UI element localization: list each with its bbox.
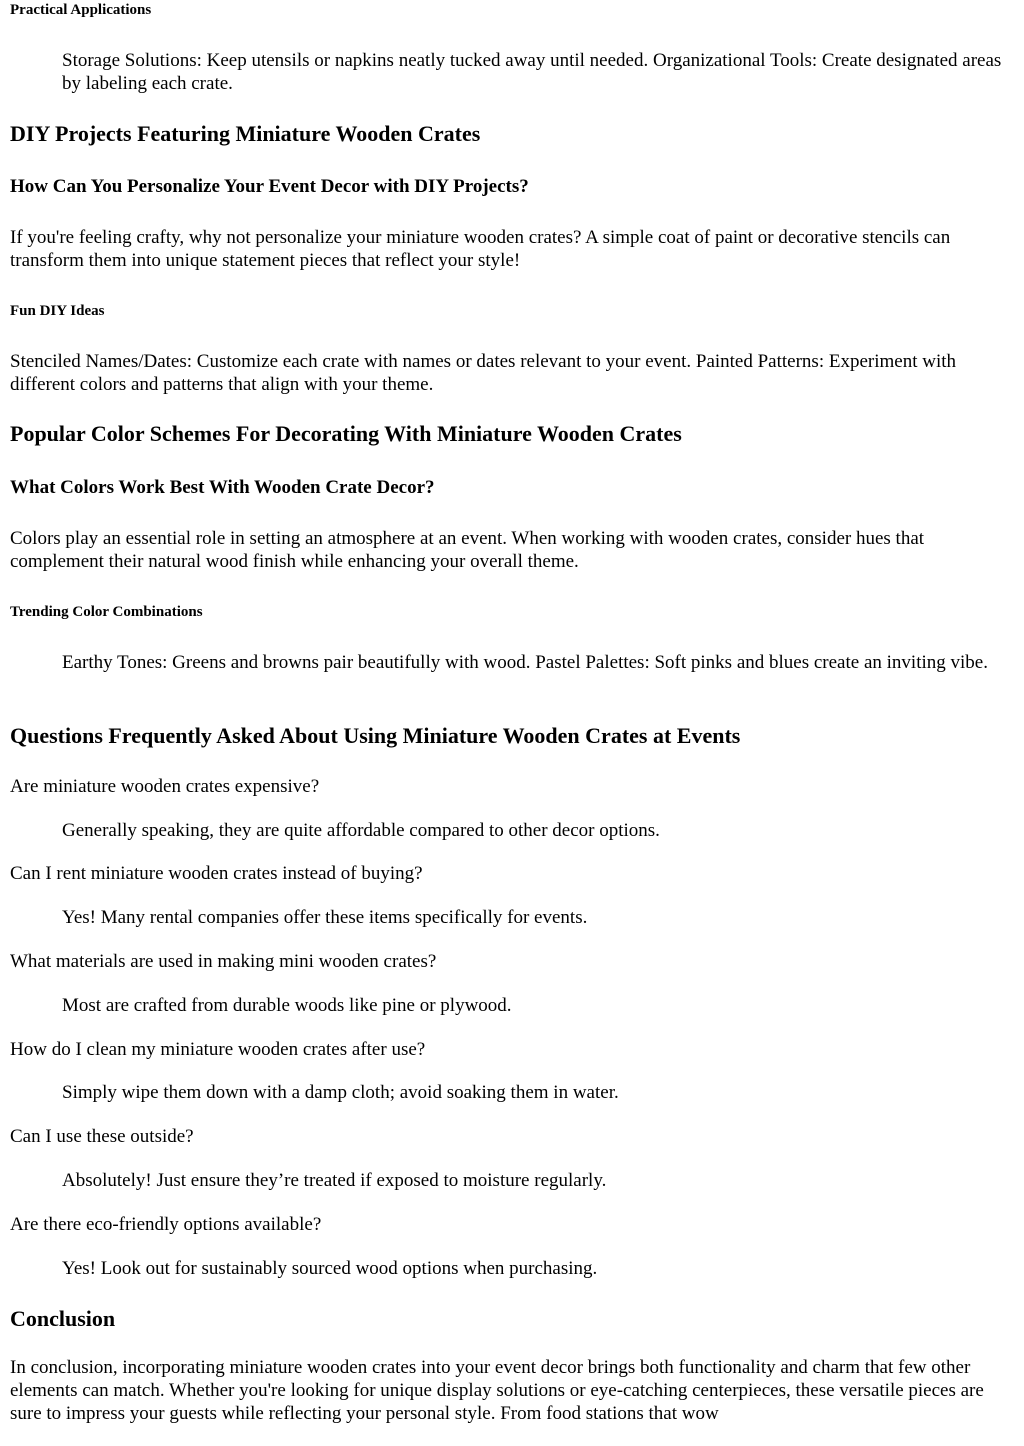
faq-answer: Generally speaking, they are quite affordable compared to other decor options. (62, 820, 660, 841)
diy-intro-paragraph: If you're feeling crafty, why not personalize your miniature wooden crates? A simple coat of paint or decorative stencils can transform them into unique statement pieces that reflect your style! (10, 227, 951, 271)
fun-diy-ideas-heading: Fun DIY Ideas (10, 303, 105, 319)
faq-answer: Simply wipe them down with a damp cloth; avoid soaking them in water. (62, 1082, 619, 1103)
faq-question: Are miniature wooden crates expensive? (10, 776, 320, 797)
faq-answer: Yes! Look out for sustainably sourced wood options when purchasing. (62, 1258, 598, 1279)
practical-applications-text: Storage Solutions: Keep utensils or napkins neatly tucked away until needed. Organizational Tools: Create designated areas by labeling each crate. (62, 50, 1002, 94)
color-schemes-heading: Popular Color Schemes For Decorating With Miniature Wooden Crates (10, 421, 682, 446)
trending-combinations-heading: Trending Color Combinations (10, 604, 203, 620)
faq-question: How do I clean my miniature wooden crates after use? (10, 1039, 426, 1060)
trending-combinations-text: Earthy Tones: Greens and browns pair beautifully with wood. Pastel Palettes: Soft pinks and blues create an inviting vibe. (62, 652, 988, 673)
faq-question: Can I use these outside? (10, 1126, 194, 1147)
practical-applications-heading: Practical Applications (10, 2, 152, 18)
personalize-decor-subheading: How Can You Personalize Your Event Decor with DIY Projects? (10, 176, 529, 197)
faq-answer: Most are crafted from durable woods like pine or plywood. (62, 995, 512, 1016)
faq-answer: Absolutely! Just ensure they’re treated if exposed to moisture regularly. (62, 1170, 607, 1191)
diy-ideas-paragraph: Stenciled Names/Dates: Customize each crate with names or dates relevant to your event. Painted Patterns: Experiment with different colors and patterns that align with your theme. (10, 351, 957, 395)
conclusion-paragraph: In conclusion, incorporating miniature wooden crates into your event decor brings both functionality and charm that few other elements can match. Whether you're looking for unique display solutions or eye-catching centerpieces, these versatile pieces are sure to impress your guests while reflecting your personal style. From food stations that wow (10, 1357, 984, 1424)
colors-intro-paragraph: Colors play an essential role in setting an atmosphere at an event. When working with wooden crates, consider hues that complement their natural wood finish while enhancing your overall theme. (10, 528, 925, 572)
conclusion-heading: Conclusion (10, 1306, 116, 1331)
what-colors-subheading: What Colors Work Best With Wooden Crate Decor? (10, 477, 435, 498)
faq-question: Are there eco-friendly options available? (10, 1214, 322, 1235)
faq-answer: Yes! Many rental companies offer these items specifically for events. (62, 907, 588, 928)
faq-heading: Questions Frequently Asked About Using Miniature Wooden Crates at Events (10, 723, 741, 748)
faq-question: What materials are used in making mini wooden crates? (10, 951, 437, 972)
faq-question: Can I rent miniature wooden crates instead of buying? (10, 863, 423, 884)
diy-projects-heading: DIY Projects Featuring Miniature Wooden Crates (10, 121, 481, 146)
